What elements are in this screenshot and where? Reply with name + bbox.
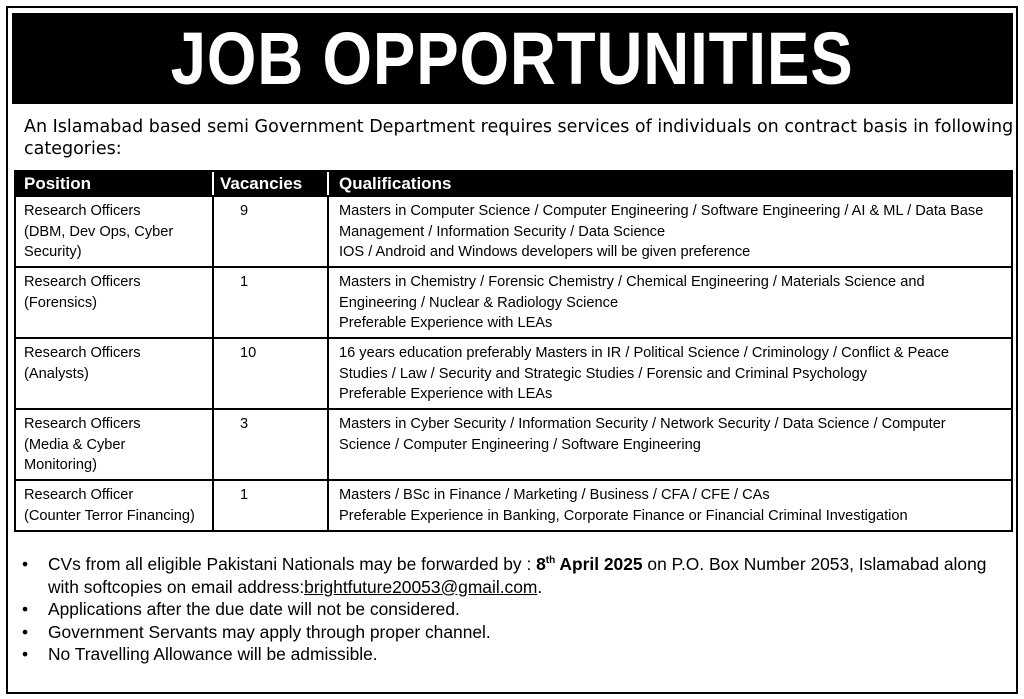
table-row bbox=[16, 195, 1011, 266]
qualifications-cell: 16 years education preferably Masters in IR / Political Science / Criminology / Conflict & Peace Studies / Law / Security and Strategic Studies / Forensic and Criminal Psychology Preferable Experience with LEAs bbox=[327, 339, 1011, 408]
table-header bbox=[16, 172, 1011, 195]
position-cell: Research Officers (Media & Cyber Monitoring) bbox=[24, 416, 141, 473]
vacancies-cell: 1 bbox=[212, 481, 327, 530]
qualifications-cell: Masters in Cyber Security / Information Security / Network Security / Data Science / Computer Science / Computer Engineering / Software Engineering bbox=[327, 410, 1011, 479]
list-item: • CVs from all eligible Pakistani Nationals may be forwarded by : 8th April 2025 on P.O. Box Number 2053, Islamabad along with softcopies on email address:brightfuture20053@gmail.com. bbox=[20, 553, 1010, 598]
list-item: • No Travelling Allowance will be admissible. bbox=[20, 643, 1010, 666]
qualifications-cell: Masters in Computer Science / Computer Engineering / Software Engineering / AI & ML / Data Base Management / Information Security / Data Science IOS / Android and Windows developers will be given preference bbox=[327, 197, 1011, 266]
position-cell: Research Officer (Counter Terror Financing) bbox=[24, 487, 195, 524]
table-row bbox=[16, 266, 1011, 337]
qualifications-cell: Masters in Chemistry / Forensic Chemistry / Chemical Engineering / Materials Science and Engineering / Nuclear & Radiology Science Preferable Experience with LEAs bbox=[327, 268, 1011, 337]
jobs-table bbox=[14, 170, 1013, 532]
position-cell: Research Officers (Analysts) bbox=[24, 345, 141, 382]
table-row bbox=[16, 479, 1011, 530]
table-row bbox=[16, 408, 1011, 479]
application-notes bbox=[20, 553, 1010, 666]
position-cell: Research Officers (Forensics) bbox=[24, 274, 141, 311]
list-item: • Government Servants may apply through proper channel. bbox=[20, 621, 1010, 644]
position-cell: Research Officers (DBM, Dev Ops, Cyber Security) bbox=[24, 203, 174, 260]
page-title: JOB OPPORTUNITIES bbox=[171, 17, 854, 100]
header-position: Position bbox=[24, 174, 92, 193]
vacancies-cell: 1 bbox=[212, 268, 327, 337]
qualifications-cell: Masters / BSc in Finance / Marketing / Business / CFA / CFE / CAs Preferable Experience in Banking, Corporate Finance or Financial Criminal Investigation bbox=[327, 481, 1011, 530]
header-vacancies: Vacancies bbox=[212, 172, 327, 195]
list-item: • Applications after the due date will not be considered. bbox=[20, 598, 1010, 621]
vacancies-cell: 10 bbox=[212, 339, 327, 408]
email-link[interactable]: brightfuture20053@gmail.com bbox=[304, 576, 538, 597]
page-title-banner bbox=[12, 13, 1013, 104]
vacancies-cell: 9 bbox=[212, 197, 327, 266]
deadline-date: 8th April 2025 bbox=[536, 554, 643, 574]
intro-text: An Islamabad based semi Government Department requires services of individuals on contract basis in following categories: bbox=[24, 117, 1014, 159]
header-qualifications: Qualifications bbox=[327, 172, 1011, 195]
vacancies-cell: 3 bbox=[212, 410, 327, 479]
table-row bbox=[16, 337, 1011, 408]
